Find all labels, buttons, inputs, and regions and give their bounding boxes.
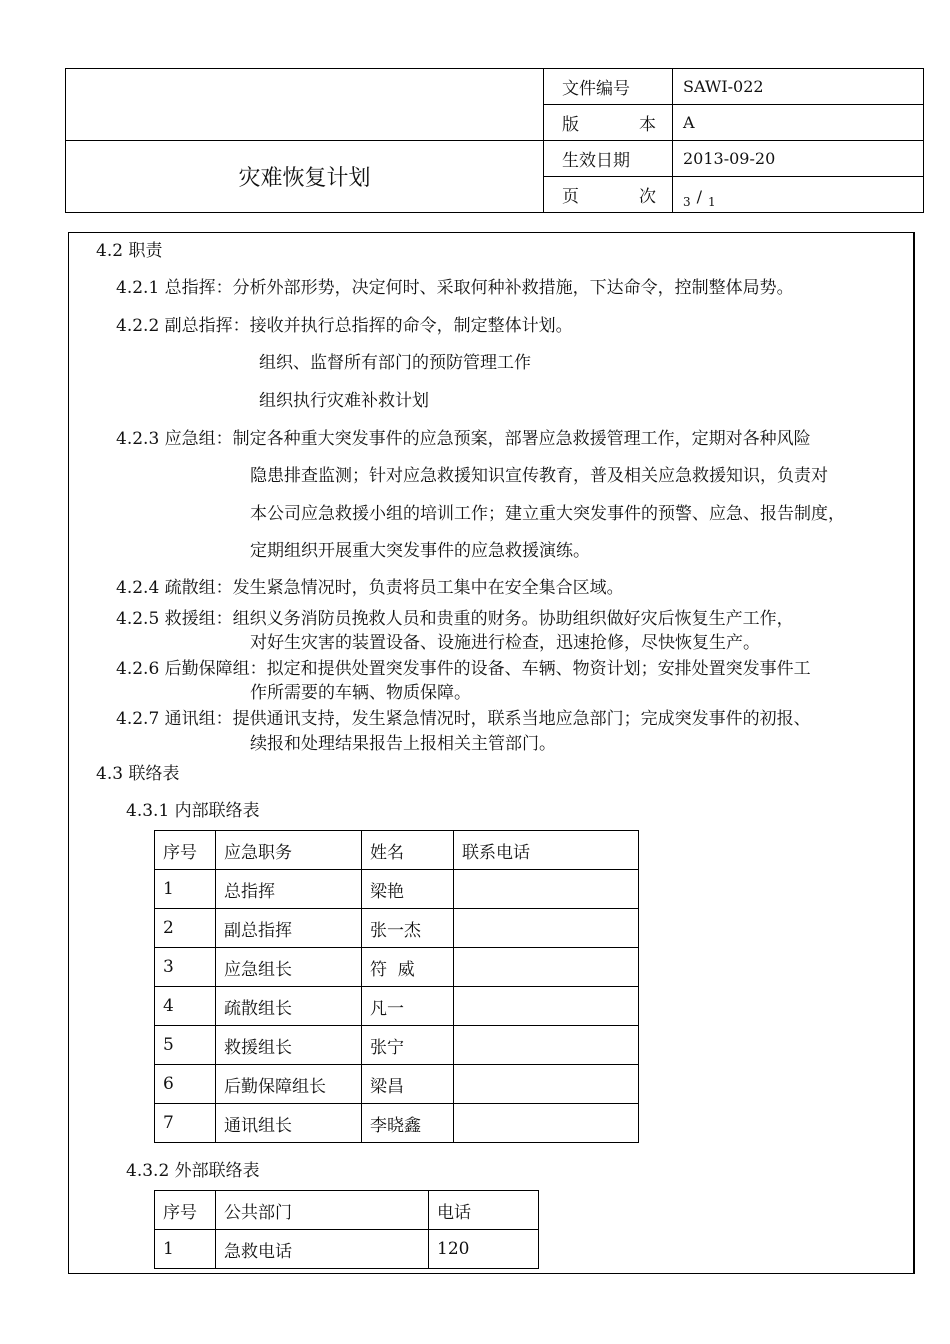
item-4-2-2: 4.2.2 副总指挥：接收并执行总指挥的命令，制定整体计划。 xyxy=(116,316,573,336)
version-value: A xyxy=(673,105,924,141)
table-cell xyxy=(454,948,639,987)
table-cell: 凡一 xyxy=(362,987,454,1026)
page-label: 页 次 xyxy=(544,177,673,213)
date-label: 生效日期 xyxy=(544,141,673,177)
table-cell: 疏散组长 xyxy=(216,987,362,1026)
item-4-2-7: 4.2.7 通讯组：提供通讯支持，发生紧急情况时，联系当地应急部门；完成突发事件的初报、 xyxy=(116,709,811,729)
table-cell: 副总指挥 xyxy=(216,909,362,948)
table-cell: 梁昌 xyxy=(362,1065,454,1104)
table-row xyxy=(155,1104,639,1143)
table-cell: 后勤保障组长 xyxy=(216,1065,362,1104)
version-label: 版 本 xyxy=(544,105,673,141)
table-cell: 救援组长 xyxy=(216,1026,362,1065)
item-4-2-3-line2: 隐患排查监测；针对应急救援知识宣传教育，普及相关应急救援知识，负责对 xyxy=(250,466,828,486)
item-4-2-4: 4.2.4 疏散组：发生紧急情况时，负责将员工集中在安全集合区域。 xyxy=(116,578,624,598)
item-4-2-5: 4.2.5 救援组：组织义务消防员挽救人员和贵重的财务。协助组织做好灾后恢复生产工作， xyxy=(116,609,794,629)
table-cell: 总指挥 xyxy=(216,870,362,909)
table-cell: 通讯组长 xyxy=(216,1104,362,1143)
item-4-2-6: 4.2.6 后勤保障组：拟定和提供处置突发事件的设备、车辆、物资计划；安排处置突发事件工 xyxy=(116,659,811,679)
table-cell: 7 xyxy=(155,1104,216,1143)
table-row xyxy=(155,987,639,1026)
table-cell: 120 xyxy=(429,1230,539,1269)
table-cell xyxy=(454,987,639,1026)
table-cell xyxy=(454,1104,639,1143)
table-row xyxy=(155,948,639,987)
item-4-2-6-line2: 作所需要的车辆、物质保障。 xyxy=(250,683,471,703)
item-4-2-7-line2: 续报和处理结果报告上报相关主管部门。 xyxy=(250,734,556,754)
item-4-2-3: 4.2.3 应急组：制定各种重大突发事件的应急预案，部署应急救援管理工作，定期对各种风险 xyxy=(116,429,811,449)
doc-no-label: 文件编号 xyxy=(544,69,673,105)
table-cell: 张宁 xyxy=(362,1026,454,1065)
table-cell: 1 xyxy=(155,870,216,909)
date-value: 2013-09-20 xyxy=(673,141,924,177)
table-cell: 应急组长 xyxy=(216,948,362,987)
external-contact-table xyxy=(154,1190,539,1269)
table-cell: 急救电话 xyxy=(216,1230,429,1269)
table-cell: 3 xyxy=(155,948,216,987)
item-4-2-2-line3: 组织执行灾难补救计划 xyxy=(259,391,429,411)
table-cell: 4 xyxy=(155,987,216,1026)
col-header: 序号 xyxy=(155,831,216,870)
table-row xyxy=(155,909,639,948)
table-cell: 梁艳 xyxy=(362,870,454,909)
internal-contact-table xyxy=(154,830,639,1143)
table-cell: 符 威 xyxy=(362,948,454,987)
doc-no-value: SAWI-022 xyxy=(673,69,924,105)
document-header xyxy=(65,68,924,213)
col-header: 应急职务 xyxy=(216,831,362,870)
table-cell: 张一杰 xyxy=(362,909,454,948)
item-4-2-3-line3: 本公司应急救援小组的培训工作；建立重大突发事件的预警、应急、报告制度， xyxy=(250,504,845,524)
section-4-3-heading: 4.3 联络表 xyxy=(96,764,180,784)
table-cell xyxy=(454,1065,639,1104)
section-4-3-2-heading: 4.3.2 外部联络表 xyxy=(126,1161,260,1181)
table-cell xyxy=(454,909,639,948)
page-current: 3 xyxy=(683,195,691,209)
table-header-row xyxy=(155,831,639,870)
table-cell: 李晓鑫 xyxy=(362,1104,454,1143)
table-cell: 2 xyxy=(155,909,216,948)
col-header: 公共部门 xyxy=(216,1191,429,1230)
col-header: 联系电话 xyxy=(454,831,639,870)
table-row xyxy=(155,1026,639,1065)
section-4-3-1-heading: 4.3.1 内部联络表 xyxy=(126,801,260,821)
table-cell xyxy=(454,870,639,909)
item-4-2-5-line2: 对好生灾害的装置设备、设施进行检查，迅速抢修，尽快恢复生产。 xyxy=(250,633,760,653)
section-4-2-heading: 4.2 职责 xyxy=(96,241,163,261)
table-row xyxy=(155,1065,639,1104)
table-row xyxy=(155,870,639,909)
table-cell: 1 xyxy=(155,1230,216,1269)
page-value: 3 / 1 xyxy=(673,177,924,213)
item-4-2-1: 4.2.1 总指挥：分析外部形势，决定何时、采取何种补救措施，下达命令，控制整体局势。 xyxy=(116,278,794,298)
page-total: 1 xyxy=(708,195,716,209)
table-row xyxy=(155,1230,539,1269)
table-cell: 5 xyxy=(155,1026,216,1065)
item-4-2-3-line4: 定期组织开展重大突发事件的应急救援演练。 xyxy=(250,541,590,561)
col-header: 姓名 xyxy=(362,831,454,870)
item-4-2-2-line2: 组织、监督所有部门的预防管理工作 xyxy=(259,353,531,373)
table-cell xyxy=(454,1026,639,1065)
table-cell: 6 xyxy=(155,1065,216,1104)
table-header-row xyxy=(155,1191,539,1230)
col-header: 电话 xyxy=(429,1191,539,1230)
header-blank-cell xyxy=(66,69,544,141)
col-header: 序号 xyxy=(155,1191,216,1230)
document-title: 灾难恢复计划 xyxy=(66,141,544,213)
